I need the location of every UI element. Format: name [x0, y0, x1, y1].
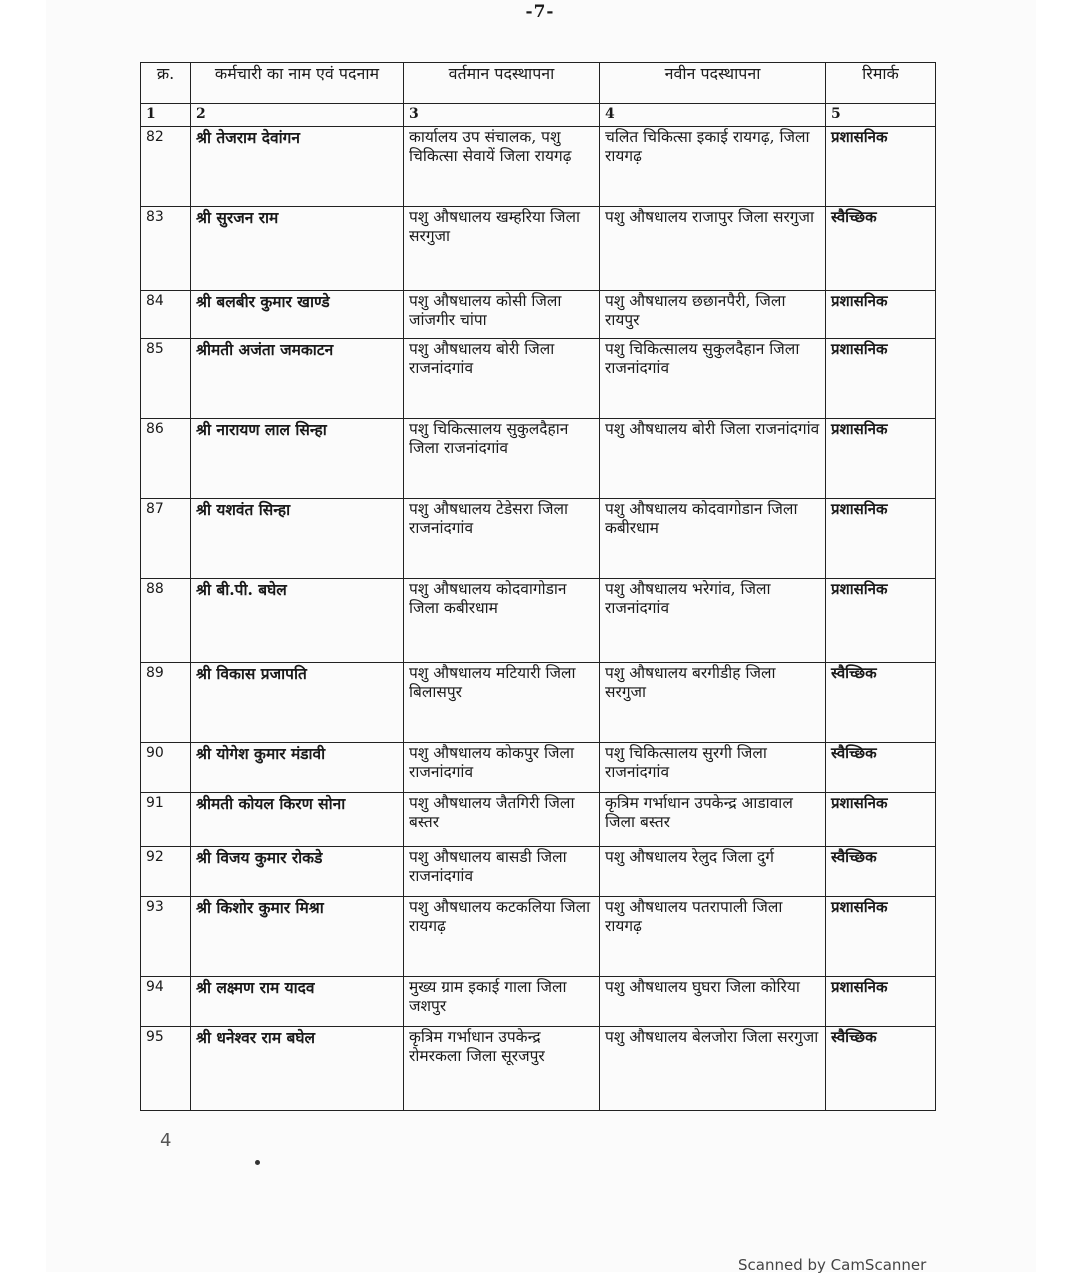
current-posting: पशु औषधालय बोरी जिला राजनांदगांव [404, 338, 600, 418]
table-row [141, 792, 936, 846]
employee-name: श्री बलबीर कुमार खाण्डे [191, 290, 404, 338]
employee-name: श्रीमती कोयल किरण सोना [191, 792, 404, 846]
new-posting: पशु औषधालय पतरापाली जिला रायगढ़ [600, 896, 826, 976]
employee-name: श्री बी.पी. बघेल [191, 578, 404, 662]
current-posting: पशु औषधालय कटकलिया जिला रायगढ़ [404, 896, 600, 976]
remark: प्रशासनिक [826, 792, 936, 846]
table-row [141, 290, 936, 338]
serial-number: 93 [141, 896, 191, 976]
scanner-watermark: Scanned by CamScanner [738, 1256, 927, 1274]
employee-name: श्री धनेश्वर राम बघेल [191, 1026, 404, 1110]
table-row [141, 418, 936, 498]
new-posting: कृत्रिम गर्भाधान उपकेन्द्र आडावाल जिला बस्तर [600, 792, 826, 846]
employee-name: श्री विजय कुमार रोकडे [191, 846, 404, 896]
employee-name: श्री किशोर कुमार मिश्रा [191, 896, 404, 976]
header-remark: रिमार्क [826, 63, 936, 104]
current-posting: कार्यालय उप संचालक, पशु चिकित्सा सेवायें जिला रायगढ़ [404, 126, 600, 206]
new-posting: पशु औषधालय छछानपैरी, जिला रायपुर [600, 290, 826, 338]
header-serial: क्र. [141, 63, 191, 104]
new-posting: पशु औषधालय बरगीडीह जिला सरगुजा [600, 662, 826, 742]
new-posting: पशु औषधालय राजापुर जिला सरगुजा [600, 206, 826, 290]
employee-name: श्री नारायण लाल सिन्हा [191, 418, 404, 498]
new-posting: पशु औषधालय बेलजोरा जिला सरगुजा [600, 1026, 826, 1110]
employee-name: श्री लक्ष्मण राम यादव [191, 976, 404, 1026]
serial-number: 95 [141, 1026, 191, 1110]
column-number: 3 [404, 104, 600, 127]
table-row [141, 896, 936, 976]
employee-name: श्रीमती अजंता जमकाटन [191, 338, 404, 418]
new-posting: पशु चिकित्सालय सुकुलदैहान जिला राजनांदगांव [600, 338, 826, 418]
header-new-posting: नवीन पदस्थापना [600, 63, 826, 104]
current-posting: पशु औषधालय मटियारी जिला बिलासपुर [404, 662, 600, 742]
remark: प्रशासनिक [826, 976, 936, 1026]
serial-number: 88 [141, 578, 191, 662]
remark: प्रशासनिक [826, 290, 936, 338]
current-posting: पशु औषधालय जैतगिरी जिला बस्तर [404, 792, 600, 846]
column-number: 4 [600, 104, 826, 127]
employee-name: श्री सुरजन राम [191, 206, 404, 290]
serial-number: 82 [141, 126, 191, 206]
remark: स्वैच्छिक [826, 742, 936, 792]
new-posting: पशु औषधालय कोदवागोडान जिला कबीरधाम [600, 498, 826, 578]
remark: स्वैच्छिक [826, 846, 936, 896]
remark: प्रशासनिक [826, 418, 936, 498]
remark: प्रशासनिक [826, 126, 936, 206]
remark: प्रशासनिक [826, 498, 936, 578]
current-posting: पशु औषधालय कोकपुर जिला राजनांदगांव [404, 742, 600, 792]
ink-dot [255, 1160, 260, 1165]
current-posting: मुख्य ग्राम इकाई गाला जिला जशपुर [404, 976, 600, 1026]
transfer-table [140, 62, 936, 1111]
serial-number: 90 [141, 742, 191, 792]
table-row [141, 976, 936, 1026]
header-employee-name: कर्मचारी का नाम एवं पदनाम [191, 63, 404, 104]
remark: स्वैच्छिक [826, 662, 936, 742]
new-posting: पशु औषधालय घुघरा जिला कोरिया [600, 976, 826, 1026]
current-posting: पशु औषधालय बासडी जिला राजनांदगांव [404, 846, 600, 896]
employee-name: श्री विकास प्रजापति [191, 662, 404, 742]
employee-name: श्री यशवंत सिन्हा [191, 498, 404, 578]
serial-number: 91 [141, 792, 191, 846]
table-row [141, 846, 936, 896]
current-posting: पशु औषधालय खम्हरिया जिला सरगुजा [404, 206, 600, 290]
serial-number: 89 [141, 662, 191, 742]
current-posting: पशु औषधालय कोसी जिला जांजगीर चांपा [404, 290, 600, 338]
employee-name: श्री तेजराम देवांगन [191, 126, 404, 206]
table-row [141, 578, 936, 662]
new-posting: पशु औषधालय भरेगांव, जिला राजनांदगांव [600, 578, 826, 662]
current-posting: पशु औषधालय कोदवागोडान जिला कबीरधाम [404, 578, 600, 662]
new-posting: पशु औषधालय बोरी जिला राजनांदगांव [600, 418, 826, 498]
current-posting: पशु चिकित्सालय सुकुलदैहान जिला राजनांदगांव [404, 418, 600, 498]
table-row [141, 742, 936, 792]
table-row [141, 498, 936, 578]
serial-number: 85 [141, 338, 191, 418]
remark: स्वैच्छिक [826, 1026, 936, 1110]
table-row [141, 1026, 936, 1110]
current-posting: पशु औषधालय टेडेसरा जिला राजनांदगांव [404, 498, 600, 578]
serial-number: 94 [141, 976, 191, 1026]
serial-number: 83 [141, 206, 191, 290]
serial-number: 92 [141, 846, 191, 896]
header-current-posting: वर्तमान पदस्थापना [404, 63, 600, 104]
table-row [141, 338, 936, 418]
serial-number: 84 [141, 290, 191, 338]
remark: स्वैच्छिक [826, 206, 936, 290]
serial-number: 87 [141, 498, 191, 578]
column-number: 2 [191, 104, 404, 127]
remark: प्रशासनिक [826, 896, 936, 976]
page-number: -7- [525, 2, 555, 22]
column-number: 1 [141, 104, 191, 127]
remark: प्रशासनिक [826, 578, 936, 662]
serial-number: 86 [141, 418, 191, 498]
table-row [141, 662, 936, 742]
new-posting: पशु औषधालय रेलुद जिला दुर्ग [600, 846, 826, 896]
table-row [141, 126, 936, 206]
table-row [141, 206, 936, 290]
table-header-row [141, 63, 936, 104]
new-posting: चलित चिकित्सा इकाई रायगढ़, जिला रायगढ़ [600, 126, 826, 206]
column-number: 5 [826, 104, 936, 127]
column-number-row [141, 104, 936, 127]
current-posting: कृत्रिम गर्भाधान उपकेन्द्र रोमरकला जिला सूरजपुर [404, 1026, 600, 1110]
remark: प्रशासनिक [826, 338, 936, 418]
handwritten-margin-mark: 4 [160, 1130, 172, 1151]
employee-name: श्री योगेश कुमार मंडावी [191, 742, 404, 792]
new-posting: पशु चिकित्सालय सुरगी जिला राजनांदगांव [600, 742, 826, 792]
